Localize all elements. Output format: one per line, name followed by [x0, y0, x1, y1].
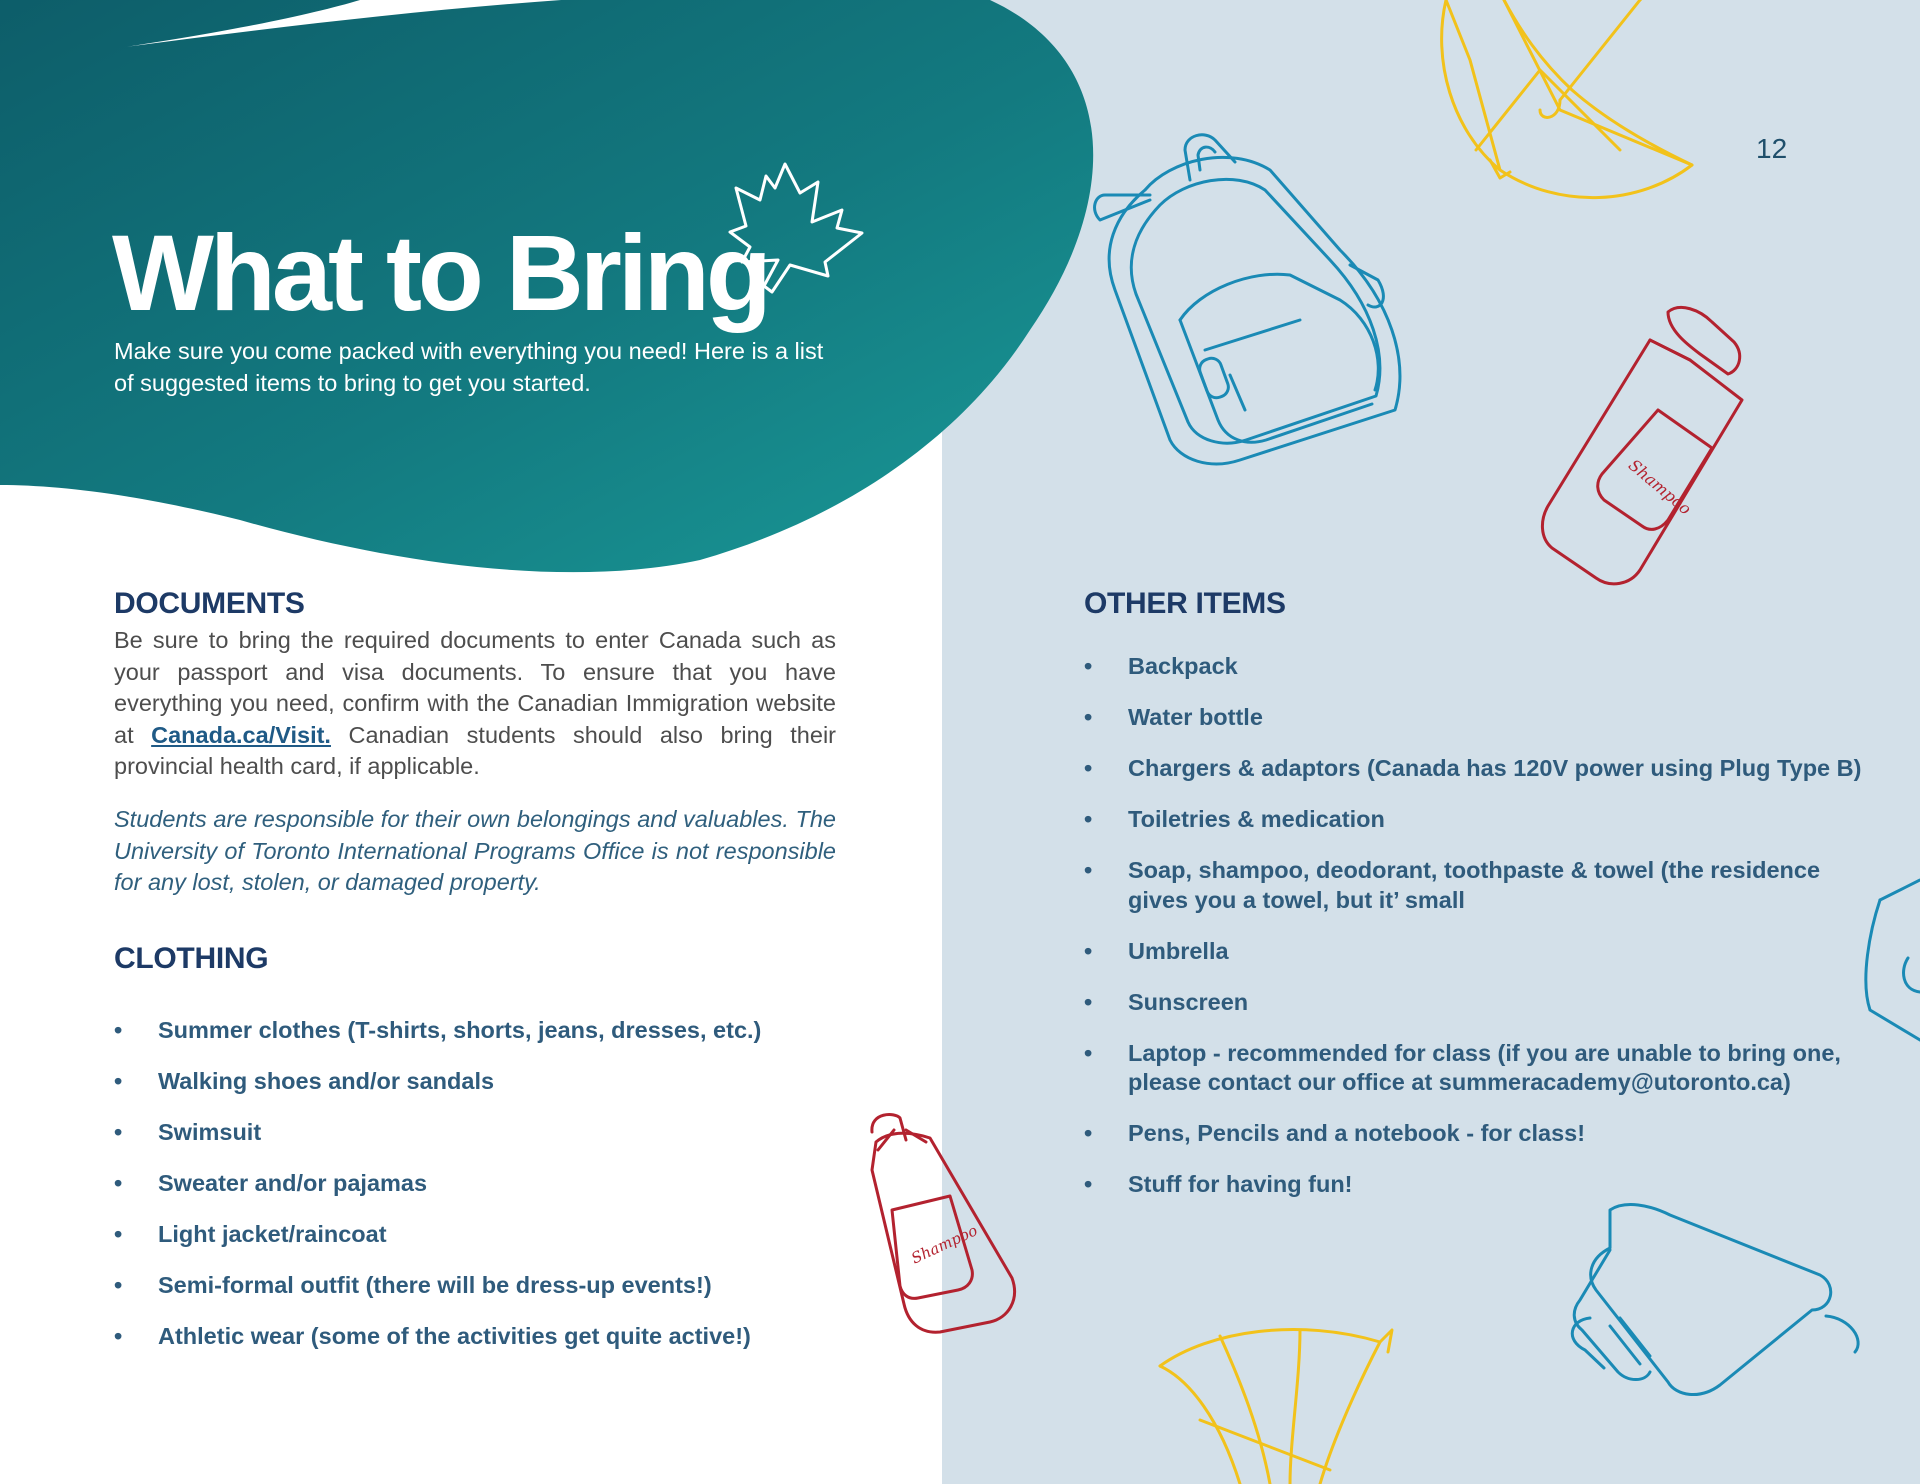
clothing-heading: CLOTHING — [114, 942, 269, 975]
disclaimer-note: Students are responsible for their own belongings and valuables. The University of Toronto International Programs Office is not responsible for any lost, stolen, or damaged property. — [114, 806, 836, 896]
list-item: • Walking shoes and/or sandals — [114, 1067, 834, 1097]
list-item: • Backpack — [1084, 652, 1864, 682]
canada-visit-link[interactable]: Canada.ca/Visit. — [151, 721, 331, 748]
list-item: • Stuff for having fun! — [1084, 1170, 1864, 1200]
page-number: 12 — [1756, 133, 1788, 164]
list-item: • Toiletries & medication — [1084, 805, 1864, 835]
list-item: • Laptop - recommended for class (if you are unable to bring one, please contact our office at summeracademy@utoronto.ca) — [1084, 1039, 1864, 1098]
clothing-list — [114, 1016, 834, 1373]
list-item: • Sweater and/or pajamas — [114, 1169, 834, 1199]
list-item: • Swimsuit — [114, 1118, 834, 1148]
documents-body-text-end: Canadian students should also bring their provincial health card, if applicable. — [114, 721, 836, 780]
list-item: • Light jacket/raincoat — [114, 1220, 834, 1250]
backpack-icon — [1095, 135, 1400, 464]
list-item: • Summer clothes (T-shirts, shorts, jeans, dresses, etc.) — [114, 1016, 834, 1046]
umbrella-icon — [1442, 0, 1692, 198]
shampoo-bottle-icon — [872, 1115, 1015, 1333]
page-intro: Make sure you come packed with everything you need! Here is a list of suggested items to bring to get you started. — [114, 338, 824, 396]
shampoo-bottle-icon — [1542, 307, 1742, 583]
list-item: • Pens, Pencils and a notebook - for class! — [1084, 1119, 1864, 1149]
list-item: • Semi-formal outfit (there will be dress-up events!) — [114, 1271, 834, 1301]
page-title: What to Bring — [112, 212, 768, 333]
other-items-list — [1084, 652, 1864, 1221]
list-item: • Athletic wear (some of the activities get quite active!) — [114, 1322, 834, 1352]
svg-text:Shampoo: Shampoo — [1624, 455, 1695, 519]
documents-body — [114, 625, 836, 783]
documents-body-text: Be sure to bring the required documents to enter Canada such as your passport and visa documents. To ensure that you have everything you need, confirm with the Canadian Immigration website at — [114, 627, 836, 748]
list-item: • Umbrella — [1084, 937, 1864, 967]
umbrella-icon — [1160, 1330, 1392, 1484]
documents-heading: DOCUMENTS — [114, 587, 305, 620]
other-items-heading: OTHER ITEMS — [1084, 587, 1286, 620]
list-item: • Soap, shampoo, deodorant, toothpaste & towel (the residence gives you a towel, but it’ small — [1084, 856, 1864, 915]
list-item: • Chargers & adaptors (Canada has 120V power using Plug Type B) — [1084, 754, 1864, 784]
list-item: • Water bottle — [1084, 703, 1864, 733]
list-item: • Sunscreen — [1084, 988, 1864, 1018]
svg-text:Shampoo: Shampoo — [908, 1221, 981, 1268]
